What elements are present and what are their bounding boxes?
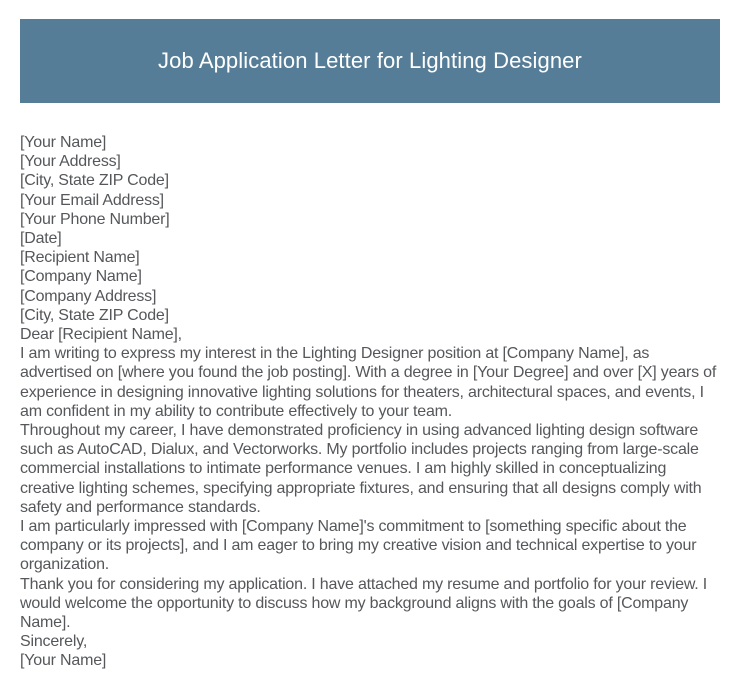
sender-line: [City, State ZIP Code] <box>20 172 169 190</box>
letter-paragraph: Thank you for considering my application. I have attached my resume and portfolio for your review. I would welcome the opportunity to discuss how my background aligns with the goals of [Company Name]. <box>20 575 708 632</box>
recipient-line: [Recipient Name] <box>20 249 140 267</box>
closing: Sincerely, <box>20 633 88 651</box>
document-header <box>20 19 720 103</box>
signature-line: [Your Name] <box>20 652 107 670</box>
letter-paragraph: Throughout my career, I have demonstrated proficiency in using advanced lighting design software such as AutoCAD, Dialux, and Vectorworks. My portfolio includes projects ranging from large-scale commercial installations to intimate performance venues. I am highly skilled in conceptualizing creative lighting schemes, specifying appropriate fixtures, and ensuring that all designs comply with safety and performance standards. <box>20 422 702 516</box>
sender-line: [Your Address] <box>20 153 121 171</box>
sender-line: [Your Email Address] <box>20 191 164 209</box>
letter-body <box>20 133 724 671</box>
recipient-line: [City, State ZIP Code] <box>20 306 169 324</box>
recipient-line: [Company Address] <box>20 287 157 305</box>
paragraphs-block <box>20 344 724 632</box>
recipient-block <box>20 248 724 325</box>
date-line: [Date] <box>20 230 62 248</box>
sender-line: [Your Name] <box>20 134 107 151</box>
salutation: Dear [Recipient Name], <box>20 326 182 344</box>
letter-paragraph: I am writing to express my interest in the Lighting Designer position at [Company Name], as advertised on [where you found the job posting]. With a degree in [Your Degree] and over [X] years of experience in designing innovative lighting solutions for theaters, architectural spaces, and events, I am confident in my ability to contribute effectively to your team. <box>20 345 717 420</box>
sender-line: [Your Phone Number] <box>20 210 170 228</box>
sender-block <box>20 133 724 229</box>
page-title: Job Application Letter for Lighting Designer <box>158 48 582 73</box>
recipient-line: [Company Name] <box>20 268 142 286</box>
letter-paragraph: I am particularly impressed with [Company Name]'s commitment to [something specific about the company or its projects], and I am eager to bring my creative vision and technical expertise to your organization. <box>20 518 697 574</box>
